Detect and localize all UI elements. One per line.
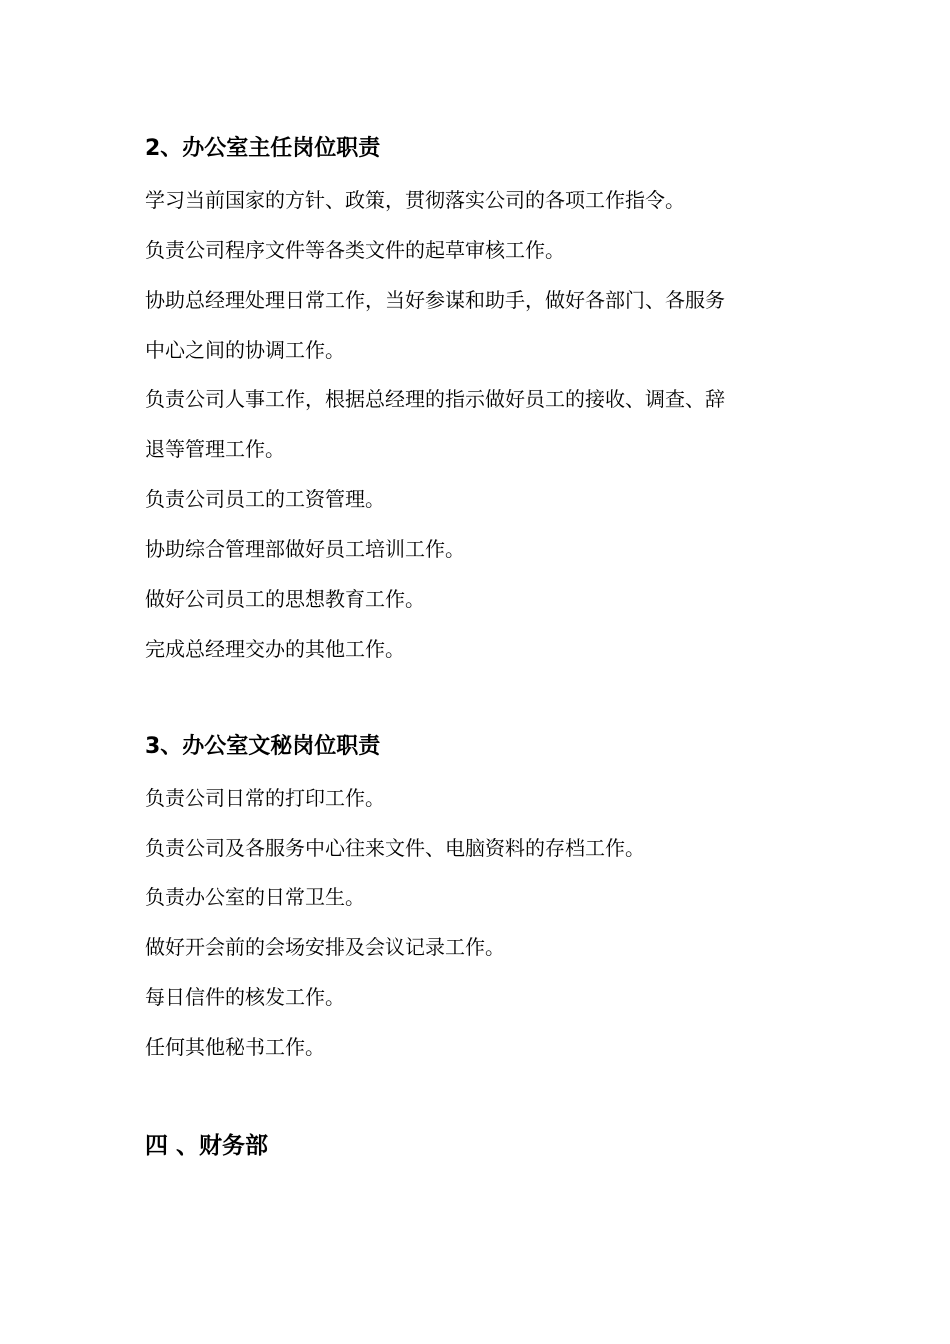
major-heading-finance: 四 、财务部 (145, 1133, 269, 1159)
paragraph-line: 负责公司程序文件等各类文件的起草审核工作。 (145, 238, 565, 262)
paragraph-line: 负责公司员工的工资管理。 (145, 487, 385, 511)
paragraph-line: 负责公司人事工作，根据总经理的指示做好员工的接收、调查、辞 (145, 387, 725, 411)
paragraph-line: 中心之间的协调工作。 (145, 338, 345, 362)
paragraph-line: 完成总经理交办的其他工作。 (145, 637, 405, 661)
paragraph-line: 做好开会前的会场安排及会议记录工作。 (145, 935, 505, 959)
section-heading-office-secretary: 3、办公室文秘岗位职责 (145, 734, 381, 759)
paragraph-line: 负责公司日常的打印工作。 (145, 786, 385, 810)
paragraph-line: 学习当前国家的方针、政策，贯彻落实公司的各项工作指令。 (145, 188, 685, 212)
paragraph-line: 任何其他秘书工作。 (145, 1035, 325, 1059)
paragraph-line: 每日信件的核发工作。 (145, 985, 345, 1009)
paragraph-line: 做好公司员工的思想教育工作。 (145, 587, 425, 611)
paragraph-line: 协助综合管理部做好员工培训工作。 (145, 537, 465, 561)
paragraph-line: 负责办公室的日常卫生。 (145, 885, 365, 909)
section-heading-office-director: 2、办公室主任岗位职责 (145, 136, 381, 161)
paragraph-line: 退等管理工作。 (145, 437, 285, 461)
paragraph-line: 负责公司及各服务中心往来文件、电脑资料的存档工作。 (145, 836, 645, 860)
paragraph-line: 协助总经理处理日常工作，当好参谋和助手，做好各部门、各服务 (145, 288, 725, 312)
